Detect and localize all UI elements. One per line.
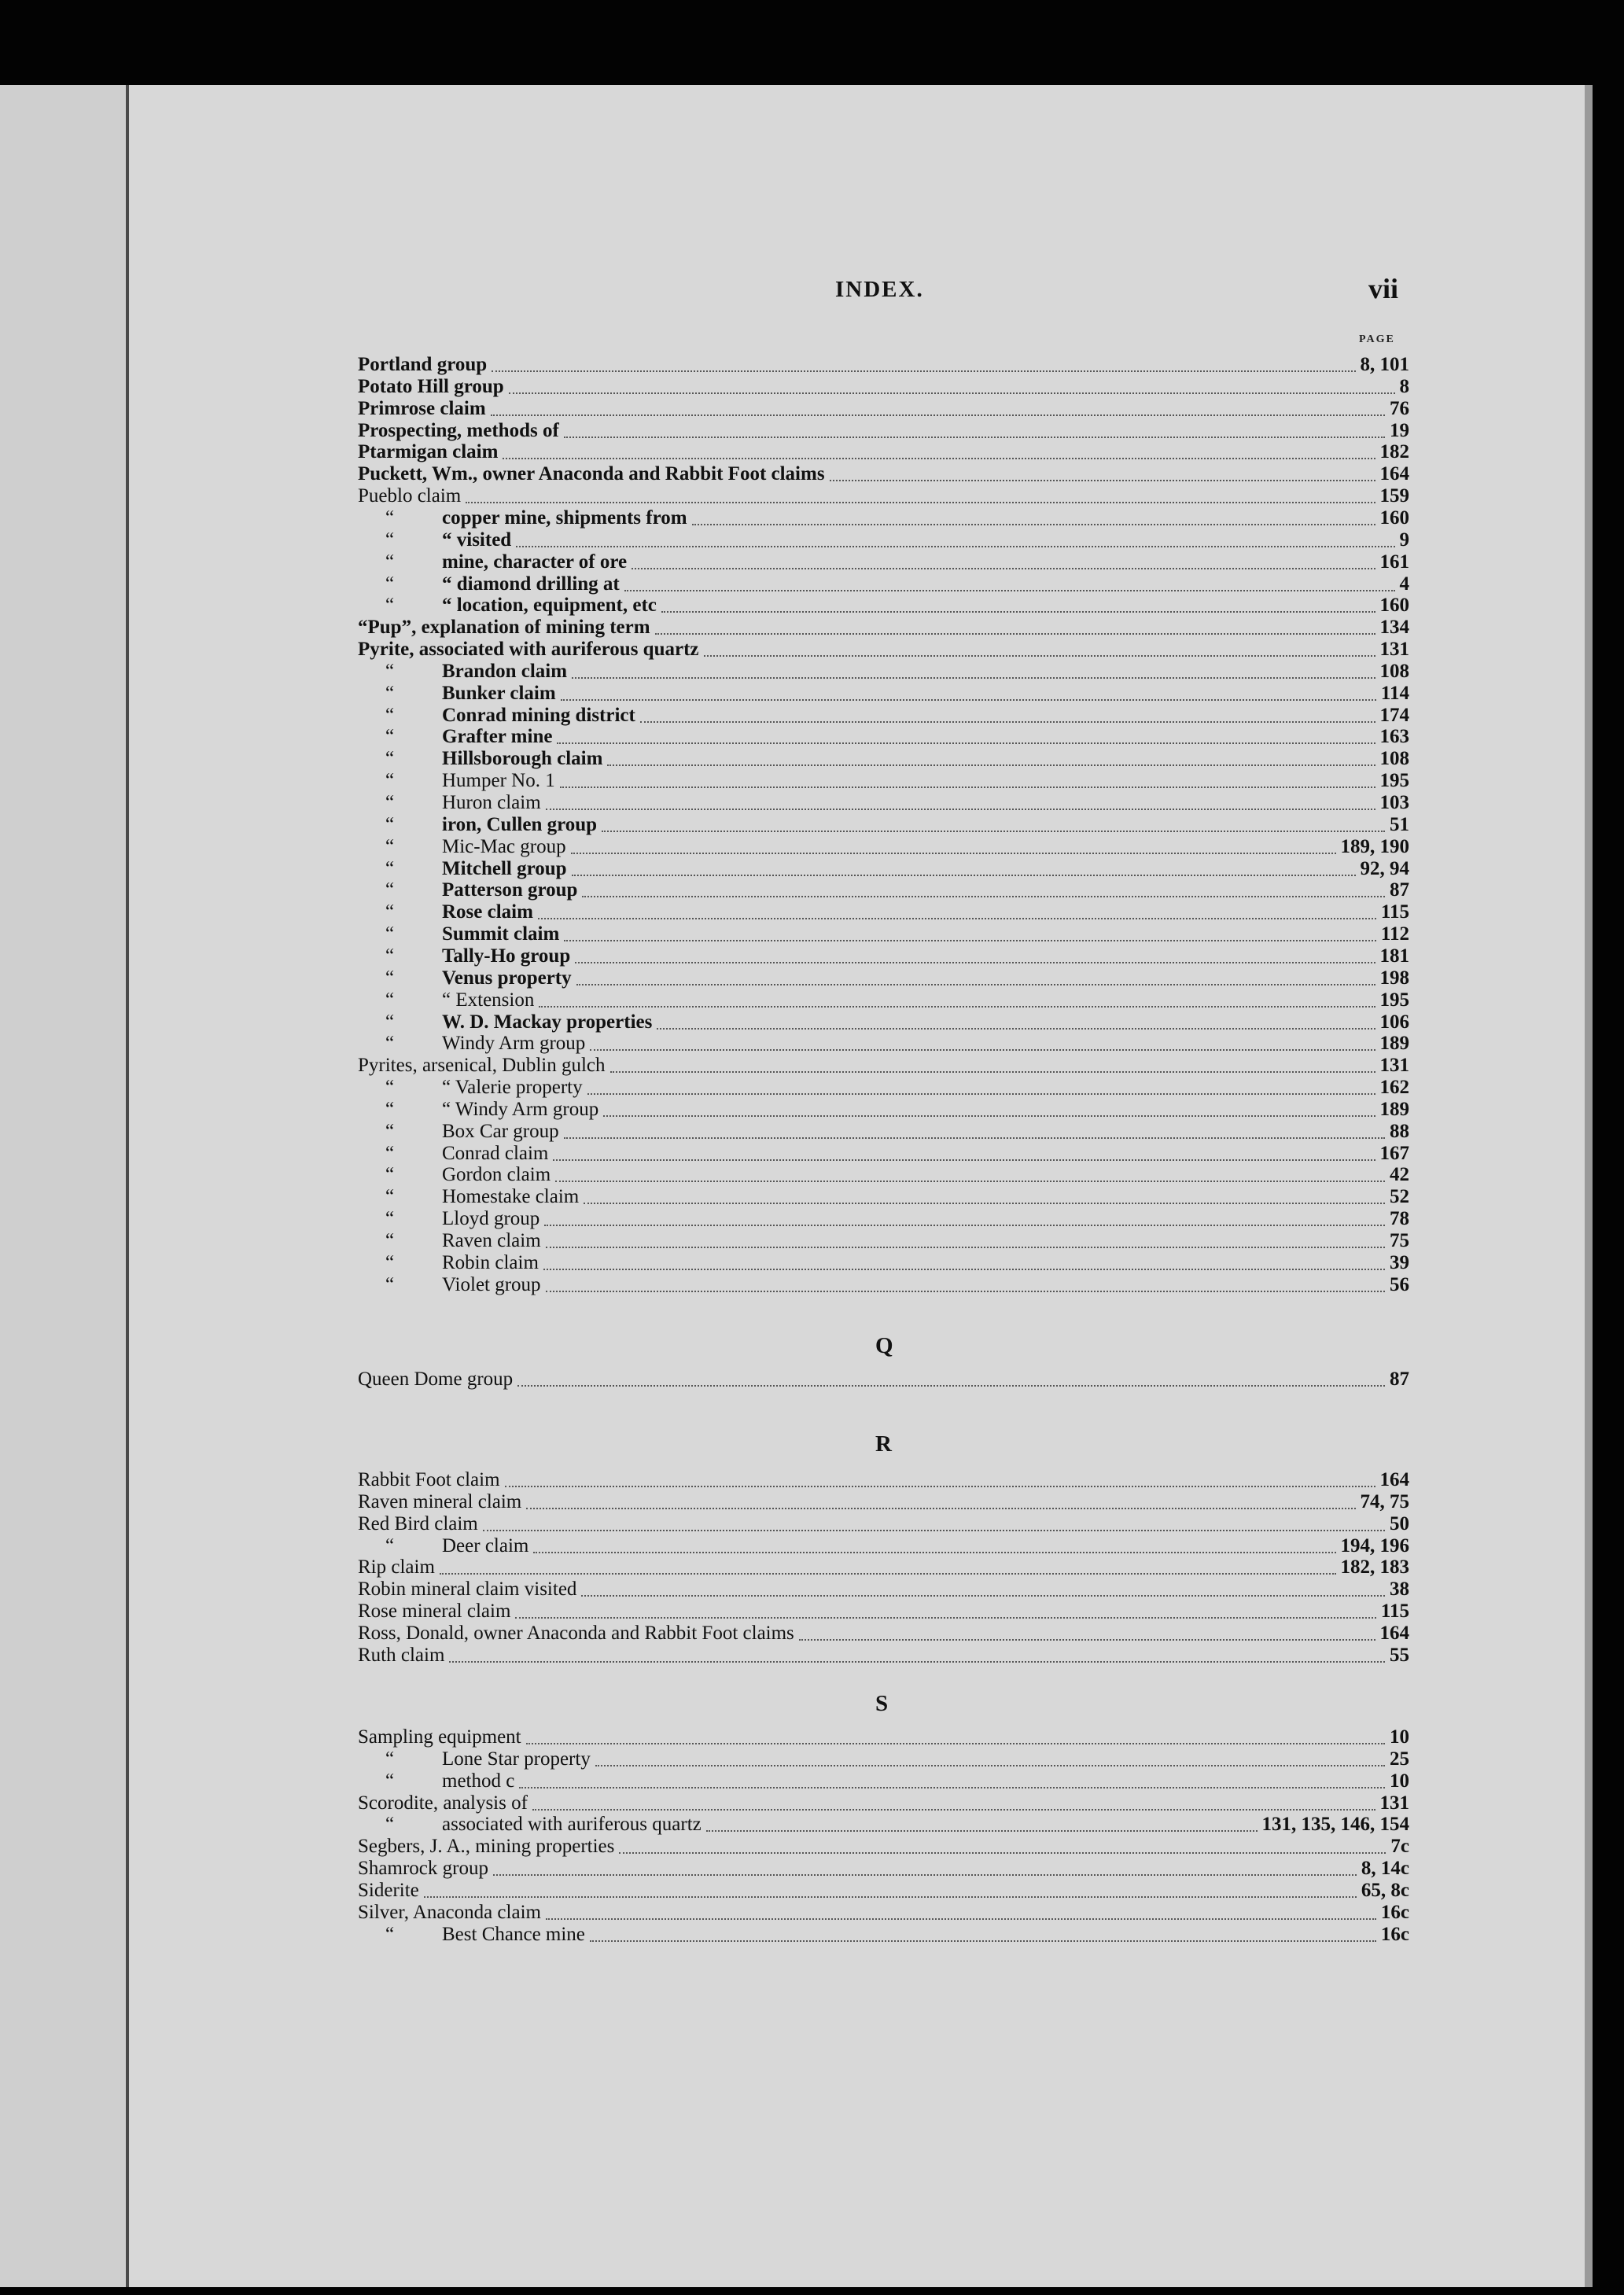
entry-pages: 106 [1379,1011,1409,1033]
entry-pages: 16c [1380,1923,1409,1945]
entry-pages: 92, 94 [1360,857,1409,879]
entry-pages: 198 [1379,967,1409,989]
entry-label: copper mine, shipments from [442,507,687,529]
page-column-label: PAGE [1359,333,1395,345]
leader-dots [571,840,1336,854]
entry-label: Primrose claim [358,397,486,419]
leader-dots [561,687,1376,701]
leader-dots [607,752,1375,766]
entry-label: Deer claim [442,1534,529,1556]
entry-pages: 160 [1379,507,1409,529]
entry-pages: 112 [1380,923,1409,945]
entry-label: method c [442,1770,515,1792]
index-entry [358,1880,1409,1902]
entry-pages: 131 [1379,1792,1409,1814]
entry-label: Mic-Mac group [442,835,566,857]
entry-label: Brandon claim [442,660,568,682]
ditto-mark: “ [385,967,395,989]
entry-pages: 8, 101 [1360,354,1409,375]
index-entry [358,1902,1409,1924]
entry-pages: 108 [1379,660,1409,682]
entry-label: Patterson group [442,879,578,901]
entry-pages: 87 [1390,1369,1409,1390]
entry-pages: 51 [1390,813,1409,835]
scan-left-margin [0,85,126,2287]
entry-label: Pueblo claim [358,485,462,507]
entry-label: iron, Cullen group [442,813,598,835]
entry-label: Sampling equipment [358,1726,521,1748]
leader-dots [509,380,1395,394]
entry-label: Portland group [358,354,488,375]
entry-pages: 189 [1379,1033,1409,1055]
leader-dots [706,1818,1258,1832]
entry-pages: 174 [1379,704,1409,726]
leader-dots [830,467,1375,481]
ditto-mark: “ [385,1230,395,1251]
leader-dots [564,424,1385,438]
leader-dots [582,883,1385,897]
entry-label: Siderite [358,1879,419,1901]
page-title: INDEX. [835,277,924,302]
entry-pages: 52 [1390,1186,1409,1208]
index-entry [358,1792,1409,1814]
index-entry [358,1186,1409,1208]
entry-label: Conrad claim [442,1142,549,1164]
ditto-mark: “ [385,507,395,529]
entry-label: Puckett, Wm., owner Anaconda and Rabbit Foot claims [358,463,825,485]
leader-dots [555,1168,1385,1182]
index-entry [358,705,1409,727]
entry-label: Potato Hill group [358,375,504,397]
leader-dots [564,1125,1385,1139]
leader-dots [519,1774,1385,1788]
entry-pages: 131 [1379,639,1409,661]
ditto-mark: “ [385,923,395,945]
leader-dots [692,511,1375,525]
leader-dots [492,358,1355,372]
leader-dots [576,971,1375,985]
entry-label: Bunker claim [442,682,556,704]
leader-dots [516,533,1394,547]
index-entry [358,1726,1409,1748]
entry-label: Ruth claim [358,1644,445,1666]
leader-dots [610,1059,1375,1073]
leader-dots [538,905,1376,919]
ditto-mark: “ [385,989,395,1011]
index-entry [358,617,1409,639]
index-entry [358,1369,1409,1391]
leader-dots [526,1730,1385,1744]
entry-label: Robin claim [442,1251,539,1273]
leader-dots [603,1103,1375,1117]
index-entry [358,1469,1409,1491]
ditto-mark: “ [385,529,395,551]
entry-pages: 164 [1379,1622,1409,1644]
leader-dots [533,1539,1335,1553]
section-letter-r: R [875,1431,892,1457]
entry-label: Hillsborough claim [442,748,603,770]
leader-dots [602,818,1385,832]
entry-label: Rose mineral claim [358,1601,511,1623]
entry-label: Robin mineral claim visited [358,1579,577,1601]
index-entry [358,1491,1409,1513]
ditto-mark: “ [385,1748,395,1770]
entry-pages: 161 [1379,551,1409,573]
index-entry [358,989,1409,1011]
entry-label: Summit claim [442,923,560,945]
entry-label: Pyrites, arsenical, Dublin gulch [358,1055,606,1077]
entry-label: “ Extension [442,989,535,1011]
entry-pages: 42 [1390,1164,1409,1186]
leader-dots [572,665,1375,679]
entry-pages: 131, 135, 146, 154 [1261,1814,1409,1836]
index-entry [358,1770,1409,1792]
ditto-mark: “ [385,573,395,595]
leader-dots [595,1752,1385,1766]
leader-dots [704,643,1375,657]
leader-dots [539,993,1375,1008]
ditto-mark: “ [385,1273,395,1295]
entry-label: Raven mineral claim [358,1490,522,1512]
leader-dots [546,796,1375,810]
entry-label: Gordon claim [442,1164,551,1186]
index-entry [358,1099,1409,1121]
entry-label: “Pup”, explanation of mining term [358,617,650,639]
entry-label: Red Bird claim [358,1512,478,1534]
leader-dots [544,1212,1385,1226]
index-entry [358,683,1409,705]
entry-pages: 103 [1379,792,1409,813]
page-number: vii [1368,273,1399,304]
entry-pages: 78 [1390,1208,1409,1230]
entry-label: Prospecting, methods of [358,419,559,441]
index-entry [358,814,1409,836]
leader-dots [575,949,1375,963]
index-entry [358,420,1409,442]
index-entry [358,1121,1409,1143]
entry-label: Grafter mine [442,726,553,748]
leader-dots [505,1473,1375,1487]
entry-label: Best Chance mine [442,1923,585,1945]
section-letter-s: S [875,1691,889,1716]
entry-label: Venus property [442,967,572,989]
entry-label: Shamrock group [358,1858,488,1880]
leader-dots [557,730,1375,744]
leader-dots [503,445,1375,459]
index-entry [358,376,1409,398]
entry-label: Silver, Anaconda claim [358,1901,541,1923]
index-entry [358,748,1409,770]
index-entry [358,507,1409,529]
entry-pages: 8 [1399,375,1409,397]
entry-pages: 9 [1399,529,1409,551]
entry-pages: 182 [1379,441,1409,463]
ditto-mark: “ [385,1098,395,1120]
index-entry [358,1011,1409,1033]
entry-label: Humper No. 1 [442,770,555,792]
ditto-mark: “ [385,1164,395,1186]
ditto-mark: “ [385,595,395,617]
ditto-mark: “ [385,704,395,726]
entry-pages: 195 [1379,770,1409,792]
leader-dots [546,1234,1385,1248]
entry-label: “ Valerie property [442,1077,583,1099]
index-entry [358,1230,1409,1252]
entry-pages: 39 [1390,1251,1409,1273]
entry-label: Ptarmigan claim [358,441,499,463]
entry-pages: 115 [1380,1601,1409,1623]
entry-label: Scorodite, analysis of [358,1792,528,1814]
index-entry [358,1077,1409,1099]
leader-dots [546,1278,1385,1292]
leader-dots [799,1626,1375,1641]
index-entry [358,1924,1409,1946]
leader-dots [546,1906,1376,1920]
ditto-mark: “ [385,1814,395,1836]
entry-pages: 108 [1379,748,1409,770]
index-entry [358,967,1409,989]
entry-pages: 114 [1380,682,1409,704]
leader-dots [624,577,1395,591]
leader-dots [553,1147,1375,1161]
index-entry [358,1164,1409,1186]
entry-pages: 56 [1390,1273,1409,1295]
entry-label: Raven claim [442,1230,541,1251]
index-entry [358,1579,1409,1601]
index-entry [358,726,1409,748]
entry-pages: 115 [1380,901,1409,923]
entry-pages: 4 [1399,573,1409,595]
section-letter-q: Q [875,1333,893,1358]
entry-label: W. D. Mackay properties [442,1011,653,1033]
index-entry [358,1208,1409,1230]
entry-label: Lloyd group [442,1208,540,1230]
ditto-mark: “ [385,1186,395,1208]
entry-label: mine, character of ore [442,551,628,573]
index-entry [358,1055,1409,1077]
leader-dots [661,599,1375,613]
index-entry [358,1623,1409,1645]
entry-pages: 189 [1379,1098,1409,1120]
entry-pages: 8, 14c [1361,1858,1409,1880]
entry-label: Violet group [442,1273,541,1295]
leader-dots [493,1862,1357,1876]
index-entry [358,945,1409,967]
index-entry [358,661,1409,683]
entry-pages: 159 [1379,485,1409,507]
ditto-mark: “ [385,1923,395,1945]
entry-pages: 164 [1379,1469,1409,1490]
entry-label: associated with auriferous quartz [442,1814,702,1836]
entry-pages: 162 [1379,1077,1409,1099]
entry-pages: 167 [1379,1142,1409,1164]
index-entry [358,595,1409,617]
leader-dots [543,1256,1385,1270]
ditto-mark: “ [385,770,395,792]
entry-pages: 194, 196 [1340,1534,1409,1556]
entry-label: “ Windy Arm group [442,1098,599,1120]
ditto-mark: “ [385,879,395,901]
entry-pages: 38 [1390,1579,1409,1601]
index-entry [358,923,1409,945]
entry-pages: 10 [1390,1770,1409,1792]
index-entry [358,770,1409,792]
entry-pages: 25 [1390,1748,1409,1770]
entry-label: Queen Dome group [358,1369,514,1390]
leader-dots [560,774,1375,788]
entry-pages: 74, 75 [1360,1490,1409,1512]
entry-label: “ location, equipment, etc [442,595,657,617]
ditto-mark: “ [385,813,395,835]
leader-dots [655,621,1375,635]
entry-label: Rip claim [358,1556,435,1579]
leader-dots [590,1037,1375,1051]
page-edge [1585,85,1593,2287]
index-entry [358,485,1409,507]
leader-dots [632,555,1375,569]
index-entry [358,529,1409,551]
ditto-mark: “ [385,551,395,573]
leader-dots [483,1517,1385,1531]
entry-label: “ diamond drilling at [442,573,620,595]
index-entry [358,1858,1409,1880]
leader-dots [466,489,1375,503]
entry-pages: 7c [1390,1836,1409,1858]
ditto-mark: “ [385,748,395,770]
leader-dots [517,1372,1385,1387]
index-entry [358,463,1409,485]
index-entry [358,901,1409,923]
entry-label: Huron claim [442,792,541,813]
leader-dots [581,1582,1385,1597]
entry-label: Tally-Ho group [442,945,571,967]
leader-dots [657,1015,1375,1030]
index-entry [358,836,1409,858]
entry-pages: 88 [1390,1120,1409,1142]
ditto-mark: “ [385,1534,395,1556]
entry-label: “ visited [442,529,512,551]
entry-label: Windy Arm group [442,1033,586,1055]
entry-pages: 160 [1379,595,1409,617]
index-entry [358,1556,1409,1579]
entry-pages: 189, 190 [1340,835,1409,857]
entry-pages: 50 [1390,1512,1409,1534]
leader-dots [564,927,1376,941]
ditto-mark: “ [385,682,395,704]
index-entry [358,639,1409,661]
ditto-mark: “ [385,1011,395,1033]
entry-pages: 19 [1390,419,1409,441]
index-entry [358,1814,1409,1836]
index-entry [358,1601,1409,1623]
ditto-mark: “ [385,726,395,748]
entry-pages: 55 [1390,1644,1409,1666]
ditto-mark: “ [385,1120,395,1142]
entry-label: Pyrite, associated with auriferous quartz [358,639,699,661]
entry-label: Homestake claim [442,1186,580,1208]
entry-pages: 16c [1380,1901,1409,1923]
index-entry [358,354,1409,376]
entry-pages: 87 [1390,879,1409,901]
entry-label: Conrad mining district [442,704,635,726]
index-entry [358,792,1409,814]
index-entry [358,1535,1409,1557]
entry-label: Rose claim [442,901,533,923]
ditto-mark: “ [385,1770,395,1792]
entry-label: Lone Star property [442,1748,591,1770]
entry-pages: 163 [1379,726,1409,748]
index-entry [358,573,1409,595]
leader-dots [587,1081,1375,1095]
entry-pages: 76 [1390,397,1409,419]
ditto-mark: “ [385,1033,395,1055]
ditto-mark: “ [385,1142,395,1164]
index-entry [358,1513,1409,1535]
entry-pages: 195 [1379,989,1409,1011]
index-entry [358,1748,1409,1770]
entry-pages: 164 [1379,463,1409,485]
entry-pages: 134 [1379,617,1409,639]
entry-label: Rabbit Foot claim [358,1469,500,1490]
leader-dots [532,1796,1375,1811]
index-entry [358,398,1409,420]
ditto-mark: “ [385,1251,395,1273]
index-entry [358,1645,1409,1667]
entry-label: Box Car group [442,1120,559,1142]
leader-dots [584,1190,1385,1204]
entry-pages: 131 [1379,1055,1409,1077]
ditto-mark: “ [385,945,395,967]
leader-dots [619,1840,1386,1854]
index-entry [358,1143,1409,1165]
ditto-mark: “ [385,1077,395,1099]
leader-dots [440,1560,1336,1575]
ditto-mark: “ [385,857,395,879]
leader-dots [572,862,1356,876]
index-entry [358,551,1409,573]
entry-label: Ross, Donald, owner Anaconda and Rabbit Foot claims [358,1622,794,1644]
ditto-mark: “ [385,901,395,923]
entry-pages: 181 [1379,945,1409,967]
leader-dots [491,402,1385,416]
ditto-mark: “ [385,835,395,857]
entry-label: Mitchell group [442,857,567,879]
entry-pages: 182, 183 [1340,1556,1409,1579]
index-entry [358,858,1409,880]
index-entry [358,1252,1409,1274]
ditto-mark: “ [385,792,395,813]
index-entry [358,1836,1409,1858]
entry-pages: 75 [1390,1230,1409,1251]
entry-pages: 65, 8c [1361,1879,1409,1901]
leader-dots [590,1928,1376,1942]
index-entry [358,879,1409,901]
index-entry [358,1274,1409,1296]
leader-dots [515,1604,1375,1619]
leader-dots [526,1495,1355,1509]
leader-dots [424,1884,1357,1898]
leader-dots [449,1648,1385,1663]
leader-dots [640,709,1375,723]
entry-label: Segbers, J. A., mining properties [358,1836,615,1858]
entry-pages: 10 [1390,1726,1409,1748]
index-entry [358,1033,1409,1055]
ditto-mark: “ [385,1208,395,1230]
ditto-mark: “ [385,660,395,682]
index-entry [358,441,1409,463]
